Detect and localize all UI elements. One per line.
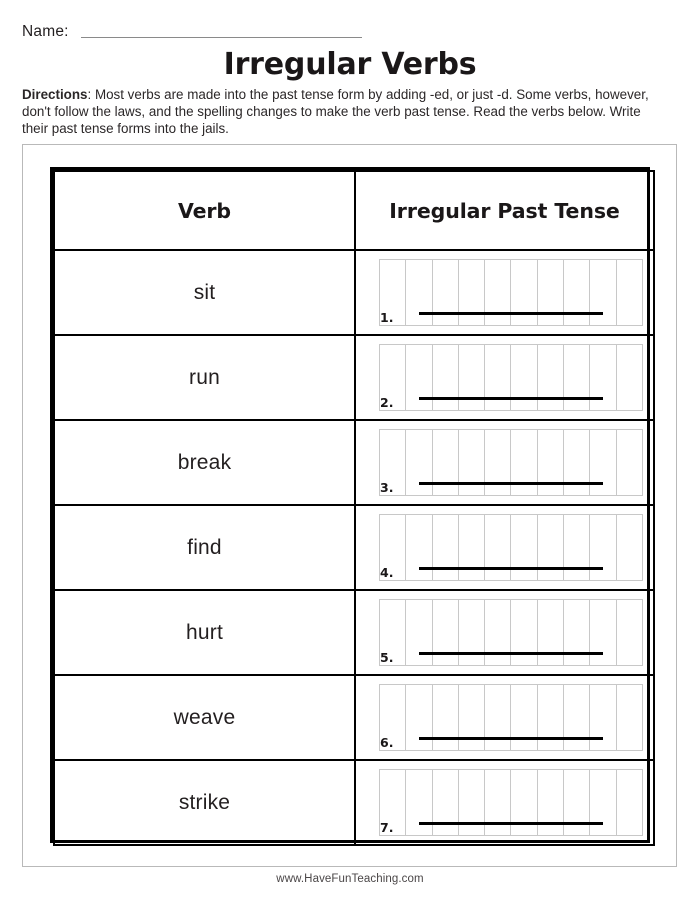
row-number: 2. [380, 394, 394, 410]
verb-cell: sit [54, 250, 355, 335]
answer-cell[interactable] [355, 675, 654, 760]
table-row [54, 250, 654, 335]
jail-bars-box [379, 769, 643, 836]
jail-graphic [379, 769, 643, 836]
answer-cell[interactable] [355, 420, 654, 505]
answer-write-line[interactable] [419, 482, 604, 485]
jail-bar-icon [617, 260, 642, 325]
table-row [54, 420, 654, 505]
directions-colon: : [87, 87, 92, 102]
answer-cell[interactable] [355, 590, 654, 675]
jail-graphic [379, 599, 643, 666]
jail-bar-icon [617, 770, 642, 835]
table-row [54, 590, 654, 675]
jail-graphic [379, 684, 643, 751]
answer-cell[interactable] [355, 505, 654, 590]
directions-paragraph [22, 86, 662, 138]
verb-cell: strike [54, 760, 355, 845]
directions-label: Directions [22, 87, 88, 102]
jail-graphic [379, 429, 643, 496]
verb-cell: break [54, 420, 355, 505]
name-field-row [22, 18, 362, 40]
answer-write-line[interactable] [419, 567, 604, 570]
directions-body: Most verbs are made into the past tense form by adding -ed, or just -d. Some verbs, however, don't follow the laws, and the spelling changes to make the verb past tense. Read the verbs below. Write their past tense forms into the jails. [22, 87, 649, 137]
column-header-verb: Verb [54, 171, 355, 250]
row-number: 3. [380, 479, 394, 495]
table-row [54, 760, 654, 845]
jail-bars-box [379, 344, 643, 411]
row-number: 4. [380, 564, 394, 580]
jail-bars-box [379, 429, 643, 496]
answer-write-line[interactable] [419, 397, 604, 400]
jail-bars-box [379, 259, 643, 326]
answer-cell[interactable] [355, 760, 654, 845]
answer-write-line[interactable] [419, 737, 604, 740]
verb-cell: run [54, 335, 355, 420]
verbs-table [53, 170, 655, 846]
jail-bars-box [379, 514, 643, 581]
jail-graphic [379, 514, 643, 581]
row-number: 6. [380, 734, 394, 750]
jail-bar-icon [617, 600, 642, 665]
jail-graphic [379, 344, 643, 411]
table-body [54, 250, 654, 845]
verb-cell: find [54, 505, 355, 590]
row-number: 1. [380, 309, 394, 325]
row-number: 5. [380, 649, 394, 665]
table-header-row [54, 171, 654, 250]
table-row [54, 335, 654, 420]
jail-bars-box [379, 599, 643, 666]
verb-cell: hurt [54, 590, 355, 675]
column-header-past-tense: Irregular Past Tense [355, 171, 654, 250]
row-number: 7. [380, 819, 394, 835]
answer-write-line[interactable] [419, 652, 604, 655]
verb-cell: weave [54, 675, 355, 760]
answer-cell[interactable] [355, 335, 654, 420]
jail-bars-box [379, 684, 643, 751]
jail-bar-icon [617, 515, 642, 580]
table-row [54, 675, 654, 760]
jail-bar-icon [617, 685, 642, 750]
verbs-table-container [50, 167, 650, 843]
jail-bar-icon [617, 430, 642, 495]
jail-bar-icon [617, 345, 642, 410]
name-label: Name: [22, 22, 69, 40]
footer-url: www.HaveFunTeaching.com [276, 873, 424, 885]
page-title: Irregular Verbs [223, 47, 477, 82]
answer-cell[interactable] [355, 250, 654, 335]
jail-graphic [379, 259, 643, 326]
table-row [54, 505, 654, 590]
answer-write-line[interactable] [419, 312, 604, 315]
answer-write-line[interactable] [419, 822, 604, 825]
name-write-line[interactable] [81, 37, 362, 38]
